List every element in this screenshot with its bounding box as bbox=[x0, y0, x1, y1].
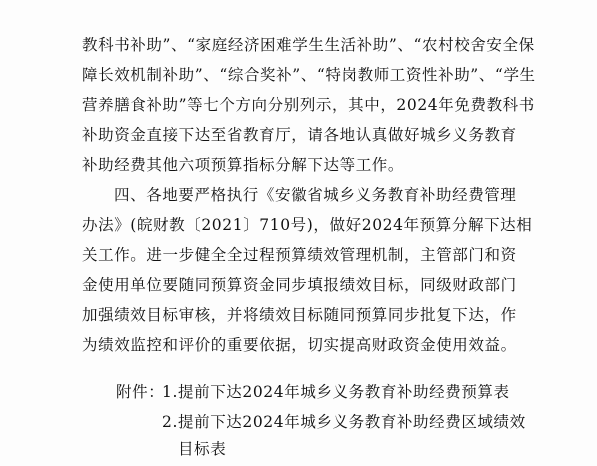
paragraph-3-line-3: 营养膳食补助”等七个方向分别列示，其中，2024年免费教科书 bbox=[82, 96, 535, 114]
paragraph-3-line-1: 教科书补助”、“家庭经济困难学生生活补助”、“农村校舍安全保 bbox=[82, 36, 535, 54]
paragraph-4-line-1: 四、各地要严格执行《安徽省城乡义务教育补助经费管理 bbox=[114, 186, 517, 204]
paragraph-4-line-4: 金使用单位要随同预算资金同步填报绩效目标，同级财政部门 bbox=[82, 276, 517, 294]
attachments-label: 附件： bbox=[116, 383, 165, 401]
paragraph-4-line-2: 办法》(皖财教〔2021〕710号)，做好2024年预算分解下达相 bbox=[82, 216, 533, 234]
paragraph-4-line-3: 关工作。进一步健全全过程预算绩效管理机制，主管部门和资 bbox=[82, 246, 517, 264]
paragraph-4-line-6: 为绩效监控和评价的重要依据，切实提高财政资金使用效益。 bbox=[82, 336, 517, 354]
paragraph-3-line-2: 障长效机制补助”、“综合奖补”、“特岗教师工资性补助”、“学生 bbox=[82, 66, 536, 84]
paragraph-4-line-5: 加强绩效目标审核，并将绩效目标随同预算同步批复下达，作 bbox=[82, 306, 517, 324]
paragraph-3-line-4: 补助资金直接下达至省教育厅，请各地认真做好城乡义务教育 bbox=[82, 126, 517, 144]
attachment-item-2: 2.提前下达2024年城乡义务教育补助经费区域绩效 bbox=[162, 413, 526, 431]
attachment-item-1: 1.提前下达2024年城乡义务教育补助经费预算表 bbox=[162, 383, 510, 401]
paragraph-3-line-5: 补助经费其他六项预算指标分解下达等工作。 bbox=[82, 156, 405, 174]
attachment-item-2-continued: 目标表 bbox=[178, 440, 227, 458]
